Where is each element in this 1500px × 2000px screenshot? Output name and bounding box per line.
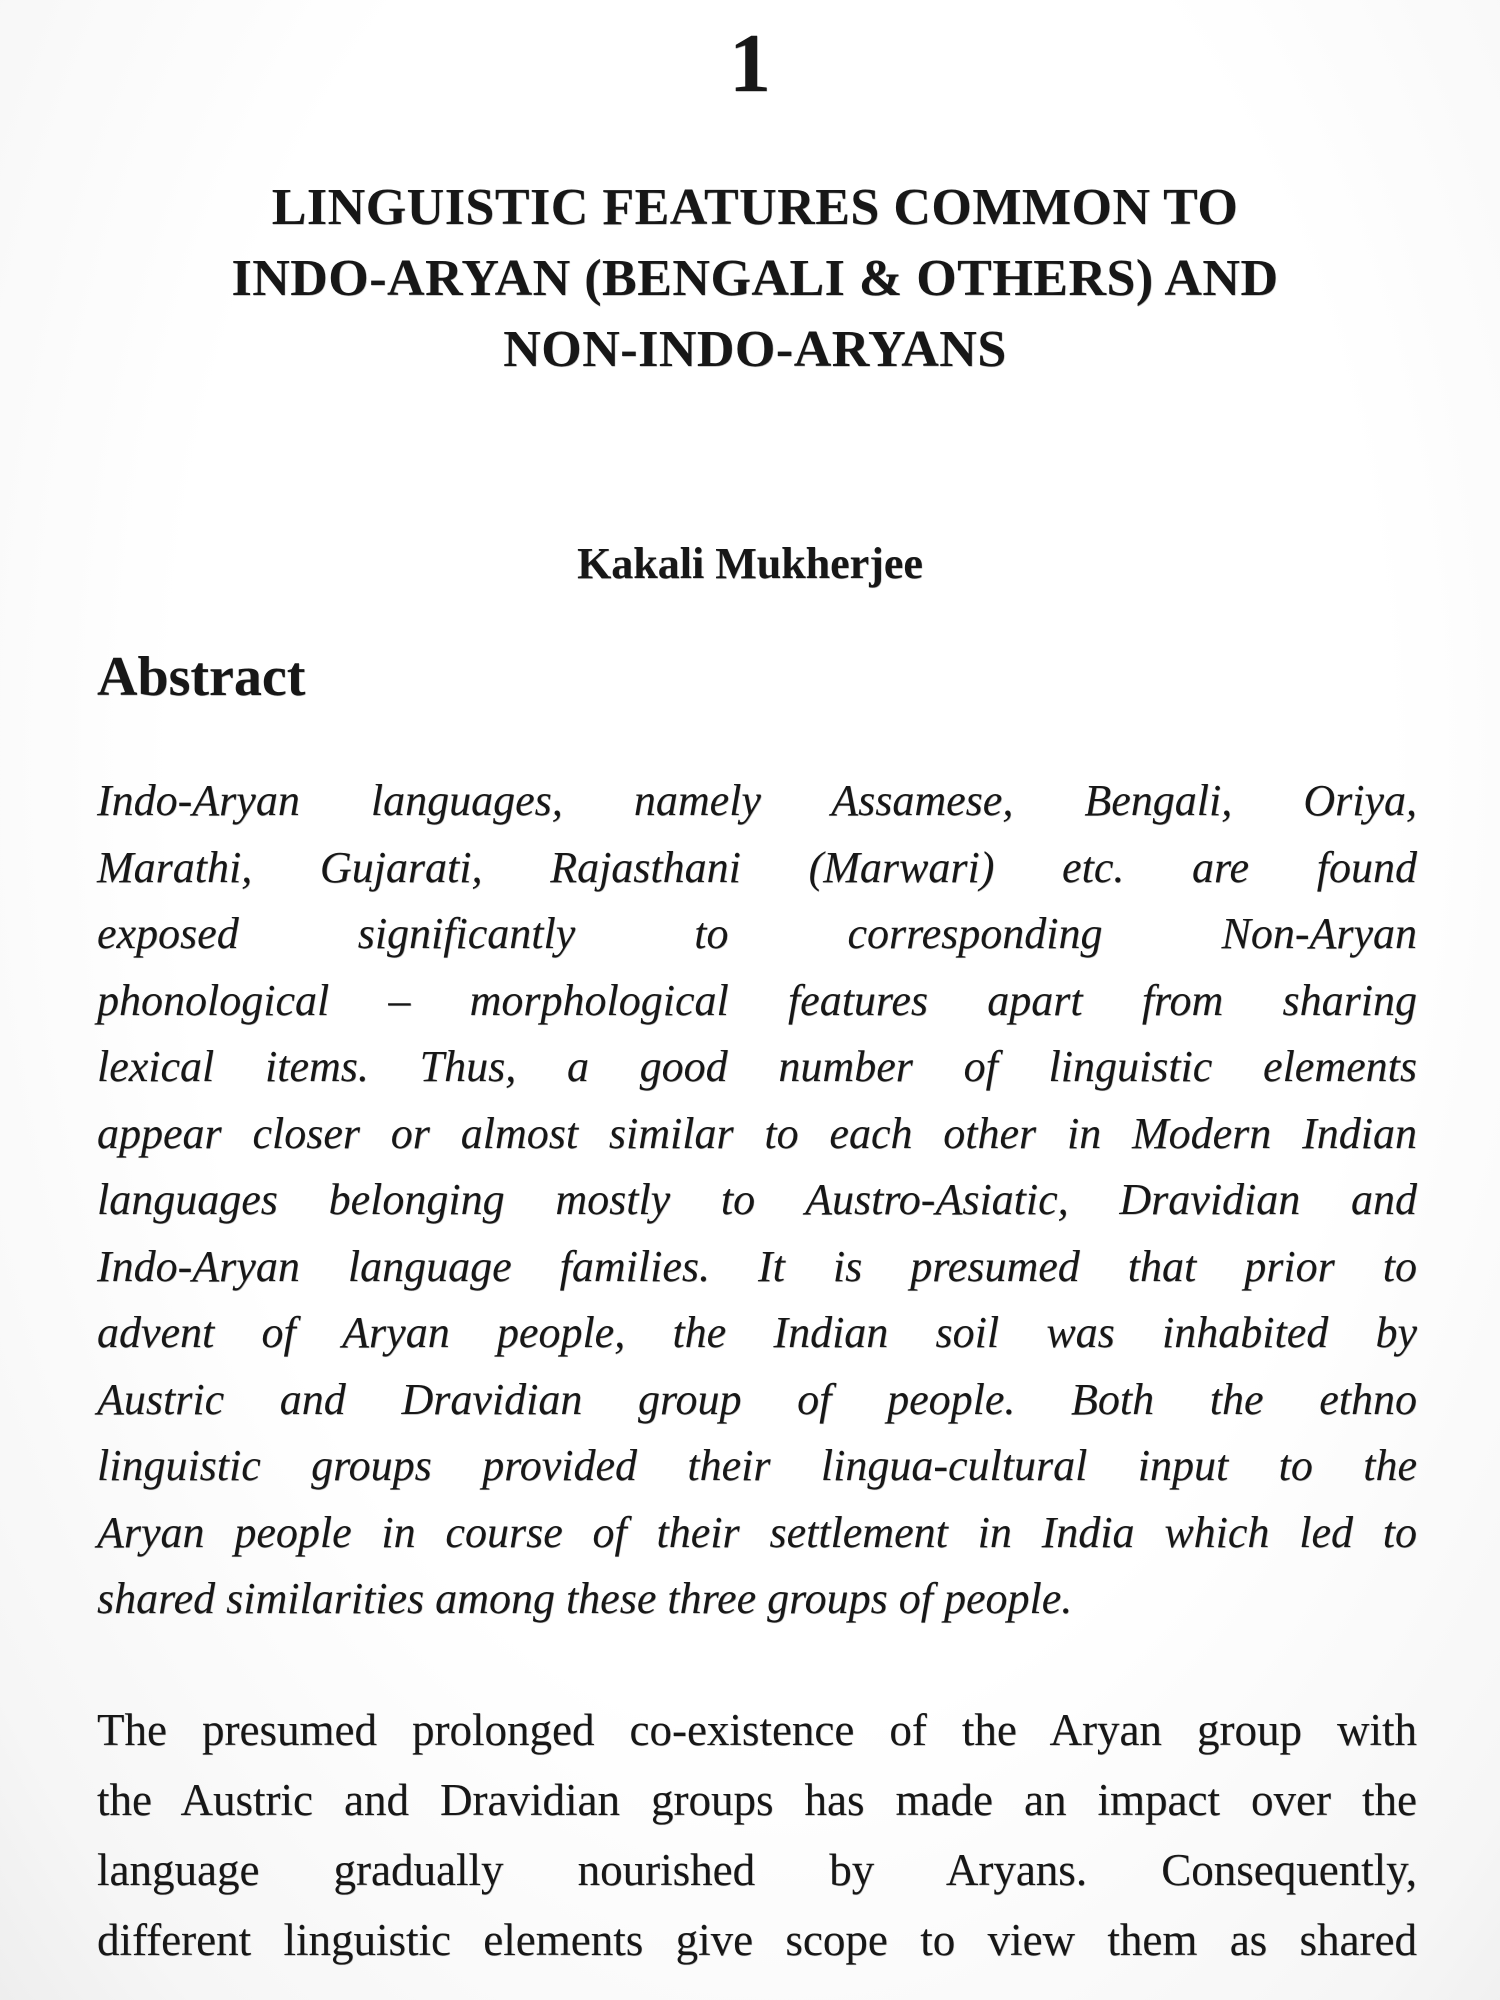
- chapter-title-line: INDO-ARYAN (BENGALI & OTHERS) AND: [231, 250, 1279, 307]
- abstract-text-line: lexical items. Thus, a good number of linguistic elements: [97, 1042, 1417, 1091]
- abstract-text-line: exposed significantly to corresponding Non-Aryan: [97, 909, 1417, 958]
- body-text-line: The presumed prolonged co-existence of the Aryan group with: [97, 1705, 1417, 1755]
- abstract-text-line: languages belonging mostly to Austro-Asiatic, Dravidian and: [97, 1175, 1417, 1224]
- abstract-text-line: Marathi, Gujarati, Rajasthani (Marwari) etc. are found: [97, 842, 1417, 892]
- abstract-text-line: Austric and Dravidian group of people. Both the ethno: [97, 1374, 1417, 1424]
- chapter-title-line: LINGUISTIC FEATURES COMMON TO: [271, 179, 1239, 236]
- abstract-paragraph: [97, 768, 1417, 1633]
- abstract-text-line: Indo-Aryan language families. It is presumed that prior to: [97, 1241, 1417, 1291]
- chapter-number: 1: [729, 17, 771, 110]
- abstract-text-line: shared similarities among these three groups of people.: [97, 1574, 1073, 1623]
- chapter-title-line: NON-INDO-ARYANS: [503, 321, 1007, 378]
- abstract-text-line: appear closer or almost similar to each other in Modern Indian: [97, 1108, 1417, 1158]
- chapter-title: [90, 172, 1420, 385]
- body-paragraph: [97, 1695, 1417, 1975]
- abstract-text-line: Indo-Aryan languages, namely Assamese, Bengali, Oriya,: [97, 776, 1417, 825]
- body-text-line: the Austric and Dravidian groups has made an impact over the: [97, 1775, 1417, 1825]
- abstract-heading: Abstract: [97, 646, 306, 708]
- abstract-text-line: linguistic groups provided their lingua-cultural input to the: [97, 1441, 1417, 1490]
- author-name: Kakali Mukherjee: [577, 539, 923, 588]
- body-text-line: language gradually nourished by Aryans. Consequently,: [97, 1845, 1417, 1895]
- abstract-text-line: phonological – morphological features apart from sharing: [97, 975, 1417, 1025]
- abstract-text-line: advent of Aryan people, the Indian soil was inhabited by: [97, 1308, 1417, 1357]
- body-text-line: different linguistic elements give scope to view them as shared: [97, 1915, 1417, 1965]
- abstract-text-line: Aryan people in course of their settlement in India which led to: [97, 1507, 1417, 1557]
